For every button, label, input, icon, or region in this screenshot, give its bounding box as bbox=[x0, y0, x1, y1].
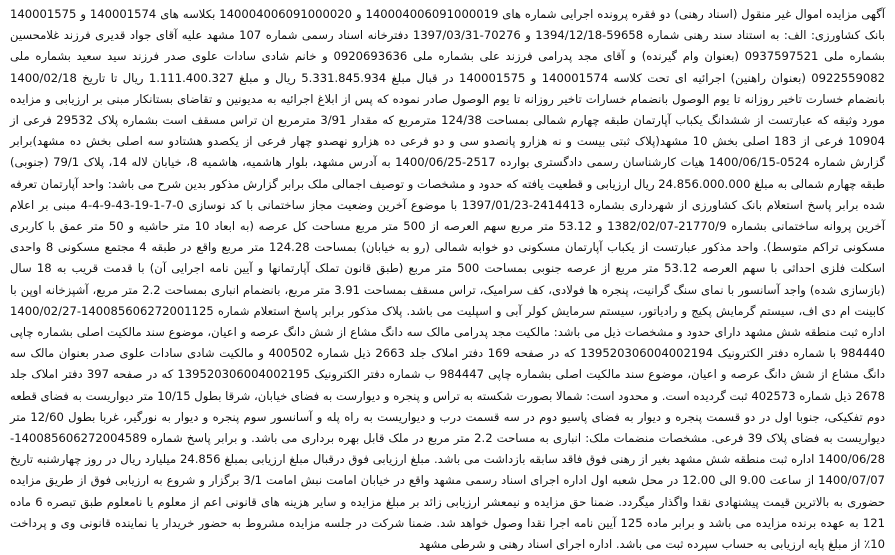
notice-body-text: آگهی مزایده اموال غیر منقول (اسناد رهنی) دو فقره پرونده اجرایی شماره های 140004006091000019 و 140004006091000020 بکلاسه های 140001574 و 140001575 بانک کشاورزی: الف: به استناد سند رهنی شماره 59658-1394/12/18 و 70276-1397/03/31 دفترخانه اسناد رسمی شماره 107 مشهد علیه آقای جواد قدیری فرزند غلامحسین بشماره ملی 0937597521 (بعنوان وام گیرنده) و آقای مجد پدرامی فرزند علی بشماره ملی 0920693636 و خانم شادی سادات علوی صدر فرزند سید سعید بشماره ملی 0922559082 (بعنوان راهنین) اجرائیه ای تحت کلاسه 140001574 و 140001575 در قبال مبلغ 5.331.845.934 ریال و مبلغ 1.111.400.327 ریال تا تاریخ 1400/02/18 بانضمام خسارت تاخیر روزانه تا یوم الوصول بانضمام خسارات تاخیر روزانه تا یوم الوصول صادر نموده که پس از ابلاغ اجرائیه به مدیونین و تقاضای بستانکار مبنی بر ارزیابی و مزایده مورد وثیقه که عبارتست از ششدانگ یکباب آپارتمان طبقه چهارم شمالی بمساحت 124/38 مترمربع که مقدار 3/91 مترمربع ان تراس مسقف است بشماره پلاک 29532 فرعی از 10904 فرعی از 183 اصلی بخش 10 مشهد(پلاک ثبتی بیست و نه هزارو پانصدو سی و دو فرعی ده هزارو نهصدو چهار فرعی از یکصدو هشتادو سه اصلی بخش ده مشهد)برابر گزارش شماره 0524-1400/06/15 هیات کارشناسان رسمی دادگستری بوارده 2517-1400/06/25 به آدرس مشهد، بلوار هاشمیه، هاشمیه 8، خیابان لاله 14، پلاک 79/1 (جنوبی) طبقه چهارم شمالی به مبلغ 24.856.000.000 ریال ارزیابی و قطعیت یافته که حدود و مشخصات و توصیف اجمالی ملک برابر گزارش مذکور بدین شرح می باشد: واحد آپارتمان تعرفه شده برابر پاسخ استعلام بانک کشاورزی از شهرداری بشماره 2414413-1397/01/23 با موضوع آخرین وضعیت مجاز ساختمانی با کد نوسازی 0-7-1-19-43-9-4-4 مبنی بر اعلام آخرین پروانه ساختمانی بشماره 21770/9-1382/02/07 و 53.12 متر مربع سهم العرصه از 500 متر مربع مساحت کل عرصه (به ابعاد 10 متر حاشیه و 50 متر عمق با کاربری مسکونی تراکم متوسط). واحد مذکور عبارتست از یکباب آپارتمان مسکونی دو خوابه شمالی (رو به خیابان) بمساحت 124.28 متر مربع واقع در طبقه 4 مجتمع مسکونی 8 واحدی اسکلت فلزی احداثی با سهم العرصه 53.12 متر مربع از عرصه جنوبی بمساحت 500 متر مربع (طبق قانون تملک آپارتمانها و آیین نامه اجرایی آن) با قدمت قریب به 18 سال (بازسازی شده) واجد آسانسور با نمای سنگ گرانیت، پنجره ها فولادی، کف سرامیک، تراس مسقف بمساحت 3.91 متر مربع، بانضمام انباری بمساحت 2.2 متر مربع، آشپزخانه اوپن با کابینت ام دی اف، سیستم گرمایش پکیج و رادیاتور، سیستم سرمایش کولر آبی و اسپلیت می باشد. پلاک مذکور برابر پاسخ استعلام شماره 140085606272001125-1400/02/27 اداره ثبت منطقه شش مشهد دارای حدود و مشخصات ذیل می باشد: مالکیت مجد پدرامی مالک سه دانگ مشاع از شش دانگ عرصه و اعیان، موضوع سند مالکیت اصلی بشماره چاپی 984440 با شماره دفتر الکترونیک 139520306004002194 که در صفحه 169 دفتر املاک جلد 2663 ذیل شماره 400502 و مالکیت شادی سادات علوی صدر بعنوان مالک سه دانگ مشاع از شش دانگ عرصه و اعیان، موضوع سند مالکیت اصلی بشماره چاپی 984447 ب شماره دفتر الکترونیک 139520306004002195 که در صفحه 397 دفتر املاک جلد 2678 ذیل شماره 402573 ثبت گردیده است. و محدود است: شمالا بصورت شکسته به تراس و پنجره و دیوارست به فضای خیابان، شرقا بطول 10/15 متر دیواریست به فضای قطعه دوم تفکیکی، جنوبا اول در دو قسمت پنجره و دیوار به فضای پاسیو دوم در سه قسمت درب و دیواریست به راه پله و آسانسور سوم پنجره و دیوار به نورگیر، غربا بطول 12/60 متر دیواریست به فضای پلاک 39 فرعی. مشخصات منضمات ملک: انباری به مساحت 2.2 متر مربع در ملک قابل بهره برداری می باشد. و برابر پاسخ شماره 140085606272004589-1400/06/28 اداره ثبت منطقه شش مشهد بغیر از رهنی فوق فاقد سابقه بازداشت می باشد. مبلغ ارزیابی فوق درقبال مبلغ ارزیابی بمبلغ 24.856 میلیارد ریال در روز چهارشنبه تاریخ 1400/07/07 از ساعت 9.00 الی 12.00 در محل شعبه اول اداره اجرای اسناد رسمی مشهد واقع در خیابان امامت نبش امامت 3/1 برگزار و شروع به ارزیابی فوق از طریق مزایده حضوری به بالاترین قیمت پیشنهادی نقدا واگذار میگردد. ضمنا حق مزایده و نیمعشر ارزیابی زائد بر مبلغ مزایده و سایر هزینه های قانونی اعم از معلوم یا نامعلوم طبق تبصره 6 ماده 121 به عهده برنده مزایده می باشد و برابر ماده 125 آیین نامه اجرا نقدا وصول خواهد شد. ضمنا شرکت در جلسه مزایده مشروط به حضور خریدار یا نماینده قانونی وی و پرداخت 10٪ از مبلغ پایه ارزیابی به حساب سپرده ثبت می باشد. اداره اجرای اسناد رهنی و شرطی مشهد bbox=[10, 7, 886, 552]
